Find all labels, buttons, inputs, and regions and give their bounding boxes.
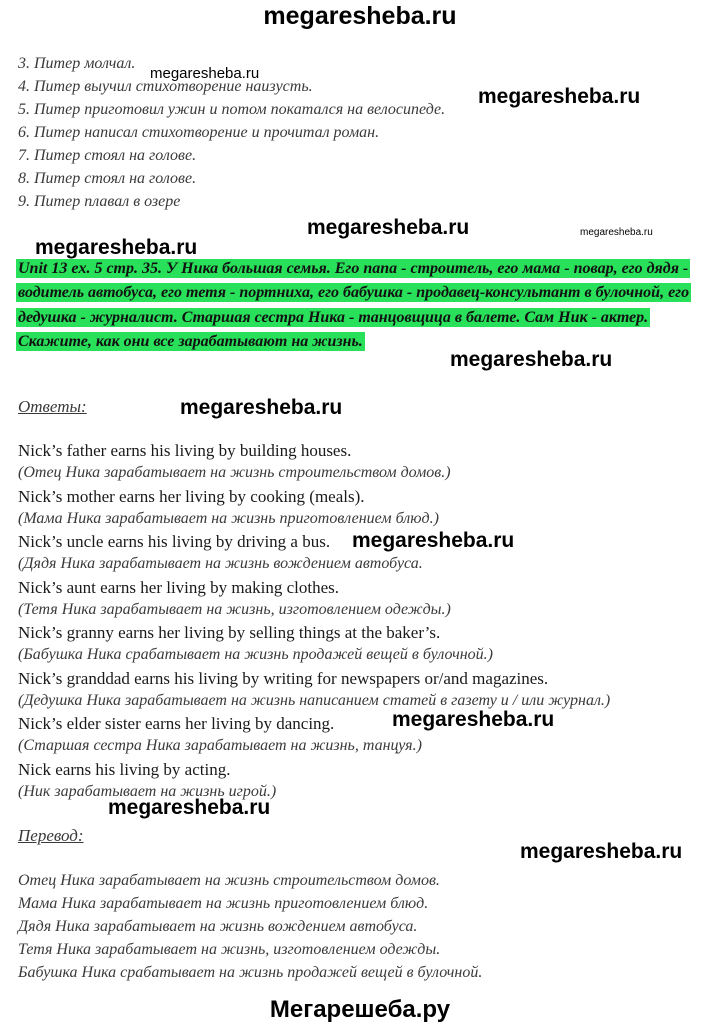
watermark: megaresheba.ru bbox=[108, 796, 271, 819]
answer-ru: (Бабушка Ника срабатывает на жизнь продажей вещей в булочной.) bbox=[18, 646, 493, 663]
translation-line: Тетя Ника зарабатывает на жизнь, изготовлением одежды. bbox=[18, 941, 441, 958]
site-title[interactable]: megaresheba.ru bbox=[263, 2, 457, 30]
watermark: megaresheba.ru bbox=[450, 348, 613, 371]
answer-en: Nick’s uncle earns his living by driving a bus. bbox=[18, 532, 331, 551]
watermark: megaresheba.ru bbox=[307, 216, 470, 239]
prev-list-item: 7. Питер стоял на голове. bbox=[18, 147, 197, 164]
answer-en: Nick earns his living by acting. bbox=[18, 760, 231, 779]
prev-list-item: 6. Питер написал стихотворение и прочитал роман. bbox=[18, 124, 380, 141]
task-highlight: Unit 13 ex. 5 стр. 35. У Ника большая семья. Его папа - строитель, его мама - повар, его дядя - водитель автобуса, его тетя - портниха, его бабушка - продавец-консультант в булочной, его дедушка - журналист. Старшая сестра Ника - танцовщица в балете. Сам Ник - актер. Скажите, как они все зарабатывают на жизнь. bbox=[18, 260, 690, 350]
answer-ru: (Дядя Ника зарабатывает на жизнь вождением автобуса. bbox=[18, 555, 423, 572]
prev-list-item: 5. Питер приготовил ужин и потом покатался на велосипеде. bbox=[18, 101, 446, 118]
watermark: megaresheba.ru bbox=[520, 840, 683, 863]
answer-ru: (Отец Ника зарабатывает на жизнь строительством домов.) bbox=[18, 464, 451, 481]
answer-ru: (Тетя Ника зарабатывает на жизнь, изготовлением одежды.) bbox=[18, 601, 451, 618]
answer-ru: (Ник зарабатывает на жизнь игрой.) bbox=[18, 783, 277, 800]
answer-ru: (Старшая сестра Ника зарабатывает на жизнь, танцуя.) bbox=[18, 737, 422, 754]
watermark: megaresheba.ru bbox=[180, 396, 343, 419]
watermark: megaresheba.ru bbox=[392, 708, 555, 731]
prev-list-item: 9. Питер плавал в озере bbox=[18, 193, 181, 210]
task-text bbox=[16, 257, 716, 354]
footer-title[interactable]: Мегарешеба.ру bbox=[269, 996, 451, 1023]
watermark: megaresheba.ru bbox=[352, 529, 515, 552]
translation-line: Бабушка Ника срабатывает на жизнь продажей вещей в булочной. bbox=[18, 964, 483, 981]
prev-list-item: 3. Питер молчал. bbox=[18, 55, 136, 72]
prev-list-item: 8. Питер стоял на голове. bbox=[18, 170, 197, 187]
translation-line: Отец Ника зарабатывает на жизнь строительством домов. bbox=[18, 872, 440, 889]
watermark: megaresheba.ru bbox=[35, 236, 198, 259]
answer-en: Nick’s aunt earns her living by making clothes. bbox=[18, 578, 340, 597]
answer-en: Nick’s granny earns her living by selling things at the baker’s. bbox=[18, 623, 441, 642]
translation-line: Мама Ника зарабатывает на жизнь приготовлением блюд. bbox=[18, 895, 429, 912]
answer-en: Nick’s granddad earns his living by writing for newspapers or/and magazines. bbox=[18, 669, 549, 688]
translation-line: Дядя Ника зарабатывает на жизнь вождением автобуса. bbox=[18, 918, 418, 935]
watermark: megaresheba.ru bbox=[150, 65, 260, 82]
watermark: megaresheba.ru bbox=[478, 85, 641, 108]
answer-en: Nick’s elder sister earns her living by dancing. bbox=[18, 714, 335, 733]
answer-ru: (Мама Ника зарабатывает на жизнь приготовлением блюд.) bbox=[18, 510, 439, 527]
answer-en: Nick’s father earns his living by building houses. bbox=[18, 441, 352, 460]
answer-en: Nick’s mother earns her living by cooking (meals). bbox=[18, 487, 365, 506]
answers-heading: Ответы: bbox=[18, 397, 87, 416]
translation-heading: Перевод: bbox=[18, 826, 84, 845]
watermark: megaresheba.ru bbox=[580, 227, 653, 238]
answer-ru: (Дедушка Ника зарабатывает на жизнь написанием статей в газету и / или журнал.) bbox=[18, 692, 611, 709]
prev-list-item: 4. Питер выучил стихотворение наизусть. bbox=[18, 78, 313, 95]
